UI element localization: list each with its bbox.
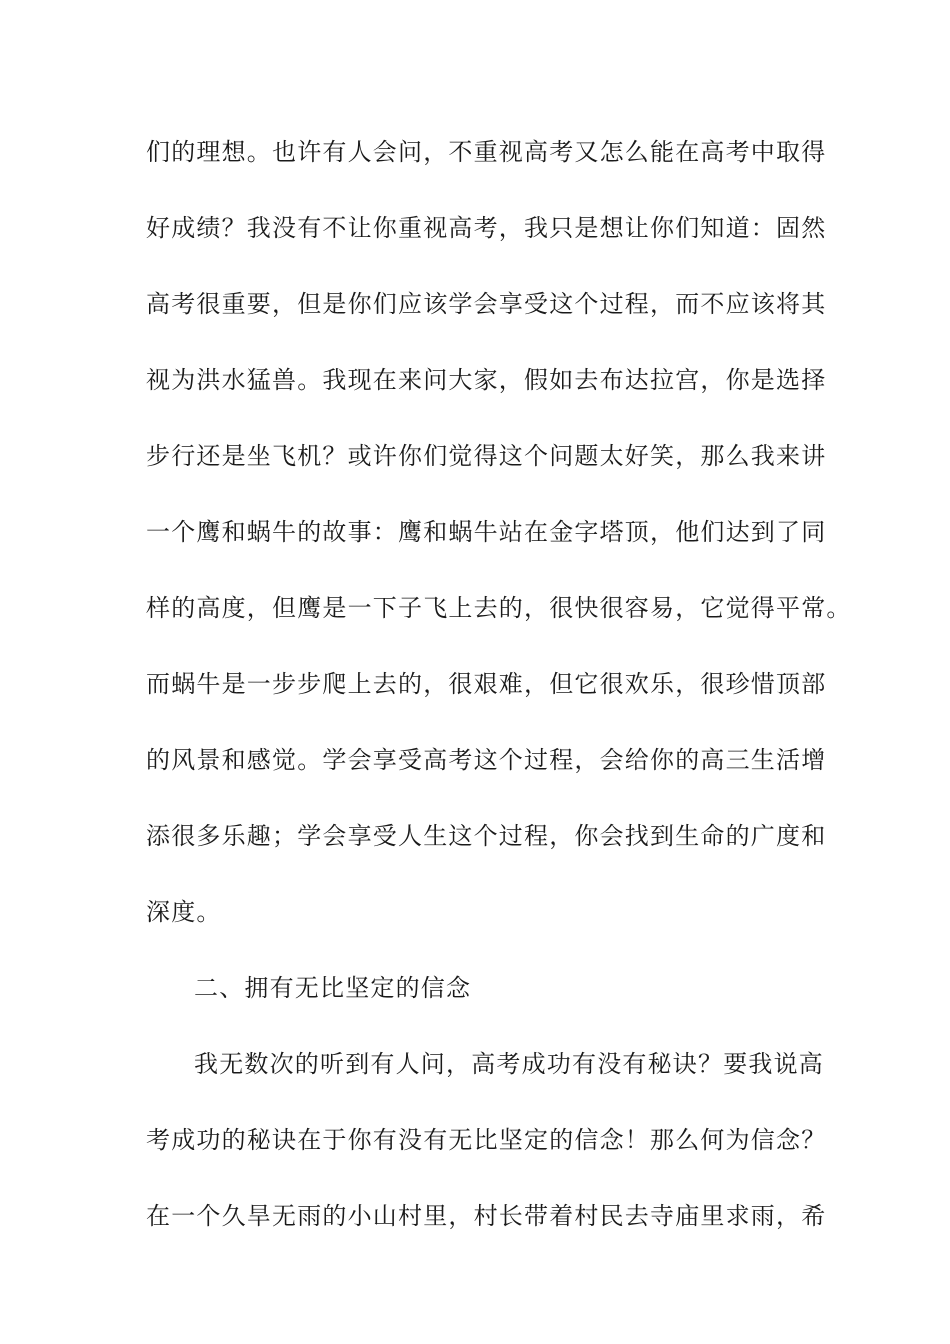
text-line-1: 们的理想。也许有人会问，不重视高考又怎么能在高考中取得 — [146, 138, 827, 166]
body-text — [146, 128, 852, 1268]
text-line-5: 步行还是坐飞机？或许你们觉得这个问题太好笑，那么我来讲 — [146, 442, 827, 470]
text-line-13: 我无数次的听到有人问，高考成功有没有秘诀？要我说高 — [194, 1050, 824, 1078]
text-line-3: 高考很重要，但是你们应该学会享受这个过程，而不应该将其 — [146, 290, 827, 318]
section-heading: 二、拥有无比坚定的信念 — [194, 974, 472, 1002]
text-line-11: 深度。 — [146, 898, 222, 926]
text-line-9: 的风景和感觉。学会享受高考这个过程，会给你的高三生活增 — [146, 746, 827, 774]
text-line-10: 添很多乐趣；学会享受人生这个过程，你会找到生命的广度和 — [146, 822, 827, 850]
text-line-2: 好成绩？我没有不让你重视高考，我只是想让你们知道：固然 — [146, 214, 827, 242]
text-line-6: 一个鹰和蜗牛的故事：鹰和蜗牛站在金字塔顶，他们达到了同 — [146, 518, 827, 546]
text-line-8: 而蜗牛是一步步爬上去的，很艰难，但它很欢乐，很珍惜顶部 — [146, 670, 827, 698]
text-line-15: 在一个久旱无雨的小山村里，村长带着村民去寺庙里求雨，希 — [146, 1202, 827, 1230]
text-line-4: 视为洪水猛兽。我现在来问大家，假如去布达拉宫，你是选择 — [146, 366, 827, 394]
text-line-14: 考成功的秘诀在于你有没有无比坚定的信念！那么何为信念？ — [146, 1126, 827, 1154]
text-line-7: 样的高度，但鹰是一下子飞上去的，很快很容易，它觉得平常。 — [146, 594, 852, 622]
